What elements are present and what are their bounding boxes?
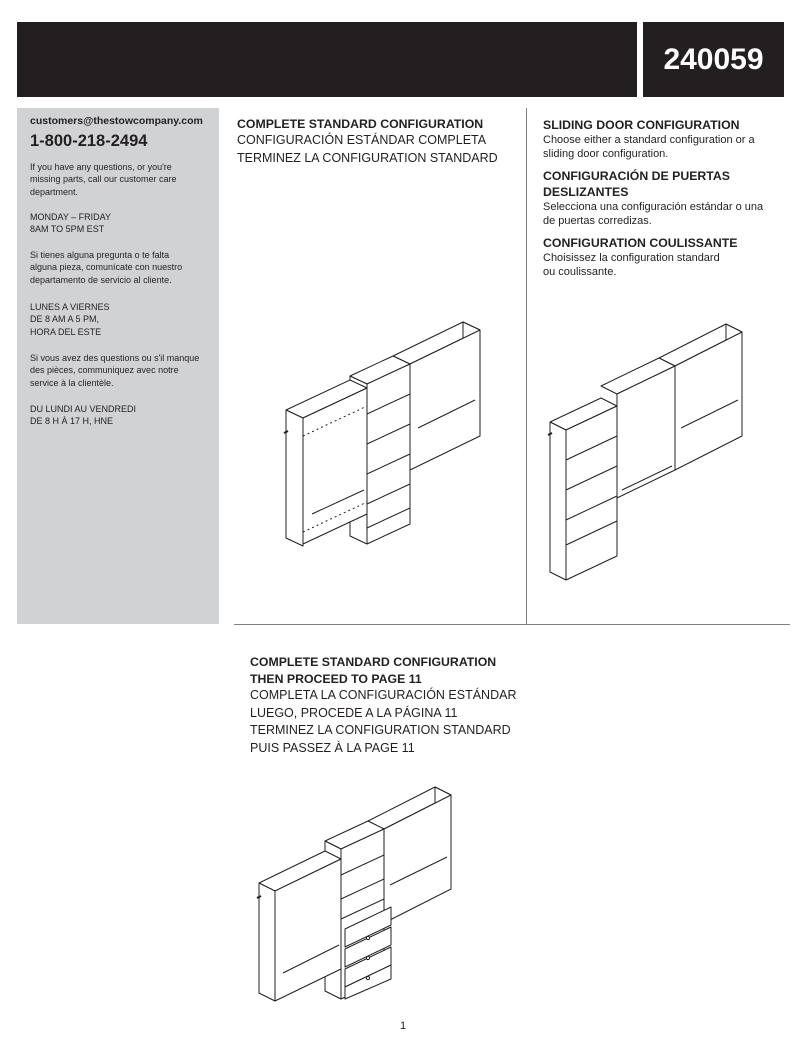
help-text-en: If you have any questions, or you're missing parts, call our customer care department.	[30, 162, 177, 197]
header-bar	[17, 22, 637, 97]
sliding-title-fr: CONFIGURATION COULISSANTE	[543, 236, 738, 250]
column-divider	[526, 108, 527, 624]
standard-title-es: CONFIGURACIÓN ESTÁNDAR COMPLETA	[237, 133, 487, 147]
model-number: 240059	[643, 22, 784, 97]
sliding-body-en: Choose either a standard configuration or a sliding door configuration.	[543, 134, 755, 160]
section-divider	[234, 624, 790, 625]
support-phone: 1-800-218-2494	[30, 132, 148, 150]
hours-en: MONDAY – FRIDAY 8AM TO 5PM EST	[30, 212, 112, 235]
proceed-title-en-2: THEN PROCEED TO PAGE 11	[250, 672, 422, 686]
standard-closet-illustration	[280, 318, 485, 550]
hours-fr: DU LUNDI AU VENDREDI DE 8 H À 17 H, HNE	[30, 404, 137, 427]
sliding-body-es: Selecciona una configuración estándar o una de puertas corredizas.	[543, 201, 764, 227]
drawer-closet-illustration	[255, 783, 455, 1003]
sliding-title-en: SLIDING DOOR CONFIGURATION	[543, 118, 740, 132]
sliding-door-closet-illustration	[546, 320, 746, 582]
sliding-title-es: CONFIGURACIÓN DE PUERTAS DESLIZANTES	[543, 169, 730, 199]
support-email: customers@thestowcompany.com	[30, 115, 203, 127]
contact-sidebar	[17, 108, 219, 624]
proceed-body-fr: TERMINEZ LA CONFIGURATION STANDARD PUIS PASSEZ À LA PAGE 11	[250, 723, 511, 755]
help-text-fr: Si vous avez des questions ou s'il manque des pièces, communiquez avec notre service à la clientèle.	[30, 353, 200, 388]
standard-title-fr: TERMINEZ LA CONFIGURATION STANDARD	[237, 151, 498, 165]
standard-title-en: COMPLETE STANDARD CONFIGURATION	[237, 117, 484, 131]
sliding-body-fr: Choisissez la configuration standard ou coulissante.	[543, 252, 720, 278]
help-text-es: Si tienes alguna pregunta o te falta alguna pieza, comunícate con nuestro departamento de servicio al cliente.	[30, 250, 183, 285]
page-number: 1	[399, 1020, 407, 1032]
proceed-body-es: COMPLETA LA CONFIGURACIÓN ESTÁNDAR LUEGO, PROCEDE A LA PÁGINA 11	[250, 688, 517, 720]
hours-es: LUNES A VIERNES DE 8 AM A 5 PM, HORA DEL ESTE	[30, 302, 110, 337]
proceed-title-en-1: COMPLETE STANDARD CONFIGURATION	[250, 655, 497, 669]
